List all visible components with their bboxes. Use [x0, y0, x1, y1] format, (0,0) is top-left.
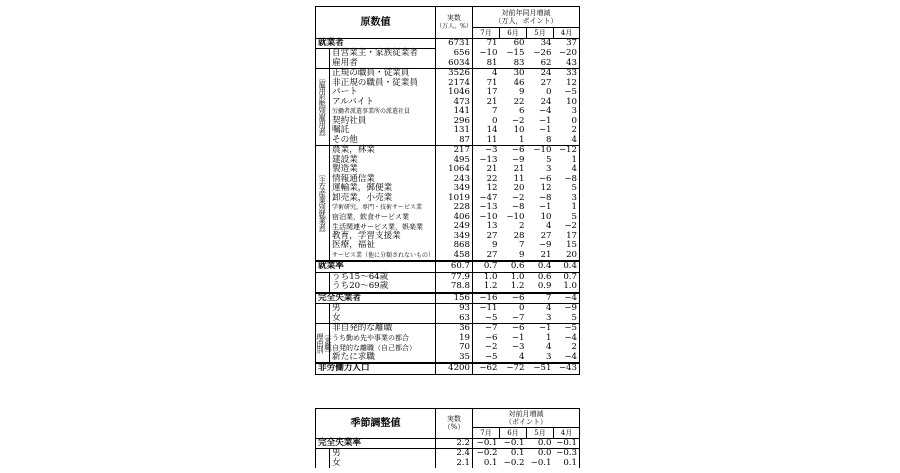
change-value: −6 [500, 324, 527, 334]
actual-value: 156 [436, 293, 473, 304]
change-value: 62 [540, 57, 552, 68]
actual-value: 78.8 [436, 282, 473, 293]
actual-value: 63 [436, 314, 473, 324]
change-value: −13 [479, 202, 498, 212]
change-value: 43 [554, 59, 580, 69]
actual-header-unit: （万人，%） [436, 22, 472, 30]
change-value: 0.1 [554, 459, 580, 469]
change-value: 8 [546, 134, 552, 145]
change-value: −0.1 [530, 457, 552, 468]
change-value: 1.2 [483, 281, 498, 291]
change-value: 0.6 [527, 272, 554, 282]
month-header: 5月 [527, 428, 554, 439]
actual-value: 1046 [436, 88, 473, 98]
month-header: 4月 [554, 428, 580, 439]
change-value: 4 [554, 136, 580, 146]
actual-value: 228 [436, 203, 473, 213]
table-row [316, 69, 580, 79]
actual-value: 87 [436, 136, 473, 146]
change-value: −12 [554, 146, 580, 156]
change-value: −51 [527, 363, 554, 374]
change-header-unit: （万人，ポイント） [494, 17, 558, 25]
table-row [316, 324, 580, 334]
actual-header-label: 実数 [447, 13, 461, 22]
change-value: 7 [527, 293, 554, 304]
actual-value: 349 [436, 184, 473, 194]
actual-value: 868 [436, 241, 473, 251]
change-value: 2 [554, 343, 580, 353]
change-value: −9 [554, 304, 580, 314]
table-row [316, 353, 580, 364]
change-value: −0.3 [554, 449, 580, 459]
change-value: −1 [538, 115, 552, 126]
row-label: 医療，福祉 [330, 241, 436, 251]
seasonal-change-unit: （ポイント） [505, 418, 547, 426]
change-value: −47 [479, 192, 498, 203]
table-row [316, 38, 580, 49]
change-value: −3 [473, 146, 500, 156]
change-value: −10 [506, 211, 525, 222]
actual-value: 2.2 [436, 438, 473, 449]
change-header-label: 対前年同月増減 [501, 9, 551, 17]
actual-value: 131 [436, 126, 473, 136]
change-value: −6 [538, 173, 552, 184]
change-value: −2 [511, 192, 525, 203]
change-value: 0.4 [554, 261, 580, 272]
seasonal-change-label: 対前月増減 [508, 410, 544, 418]
change-value: 33 [554, 69, 580, 79]
row-label: 教育，学習支援業 [330, 232, 436, 242]
row-label: 嘱託 [330, 126, 436, 136]
actual-value: 656 [436, 49, 473, 59]
change-value: −8 [511, 202, 525, 212]
change-value: 20 [554, 251, 580, 262]
change-value: 0.1 [500, 449, 527, 459]
table-row [316, 363, 580, 374]
change-value: 10 [554, 98, 580, 108]
change-value: −9 [538, 240, 552, 250]
change-value: 5 [554, 184, 580, 194]
change-value: 7 [492, 106, 498, 116]
actual-value: 60.7 [436, 261, 473, 272]
actual-value: 6731 [436, 38, 473, 49]
actual-value: 243 [436, 175, 473, 185]
change-value: −26 [533, 47, 552, 58]
seasonal-change-header [473, 409, 580, 428]
change-value: 21 [486, 96, 498, 107]
change-value: 37 [554, 38, 580, 49]
table-row [316, 59, 580, 69]
month-header: 6月 [500, 428, 527, 439]
table-row [316, 251, 580, 262]
change-value: −1 [511, 332, 525, 343]
row-label: 製造業 [330, 165, 436, 175]
change-value: 0.7 [473, 261, 500, 272]
actual-value: 93 [436, 304, 473, 314]
change-value: 34 [540, 37, 552, 48]
change-value: 9 [492, 240, 498, 250]
change-value: −2 [554, 222, 580, 232]
table-row [316, 282, 580, 293]
actual-value: 1064 [436, 165, 473, 175]
change-value: −4 [554, 353, 580, 364]
change-value: 83 [513, 57, 525, 68]
change-value: 1 [546, 332, 552, 343]
seasonal-actual-unit: （%） [443, 423, 465, 432]
change-value: 21 [513, 164, 525, 174]
change-value: 3 [546, 164, 552, 174]
change-value: −9 [511, 154, 525, 165]
change-value: 17 [486, 87, 498, 97]
actual-value: 3526 [436, 69, 473, 79]
change-value: −8 [554, 175, 580, 185]
change-value: 10 [540, 211, 552, 222]
change-value: −6 [484, 332, 498, 343]
change-value: 4 [527, 304, 554, 314]
change-value: 5 [554, 314, 580, 324]
actual-value: 141 [436, 107, 473, 117]
table-row [316, 136, 580, 146]
row-label: 建設業 [330, 156, 436, 166]
row-label: 情報通信業 [330, 175, 436, 185]
row-label: 農業，林業 [330, 146, 436, 156]
change-value: −11 [473, 304, 500, 314]
change-value: −0.1 [554, 438, 580, 449]
change-value: −6 [500, 293, 527, 304]
row-label: 雇用者 [330, 59, 436, 69]
change-value: −8 [538, 192, 552, 203]
actual-header [436, 7, 473, 39]
change-value: 6 [519, 106, 525, 116]
group-label-reason-sub: 〔求職〕 [324, 329, 333, 357]
change-value: 13 [486, 221, 498, 231]
change-value: 30 [500, 69, 527, 79]
change-value: 4 [473, 69, 500, 79]
row-label: 女 [330, 459, 436, 469]
actual-value: 2.1 [436, 459, 473, 469]
row-label: 労働者派遣事業所の派遣社員 [330, 107, 436, 117]
row-label: 就業率 [316, 261, 436, 272]
change-value: 0.6 [500, 261, 527, 272]
change-value: 1 [554, 156, 580, 166]
month-header: 4月 [554, 28, 580, 39]
actual-value: 296 [436, 117, 473, 127]
row-label: 宿泊業，飲食サービス業 [330, 213, 436, 223]
change-value: −7 [511, 312, 525, 323]
change-value: 0 [500, 304, 527, 314]
change-value: 3 [546, 351, 552, 362]
actual-value: 495 [436, 156, 473, 166]
change-value: 12 [540, 183, 552, 193]
row-label: 男 [330, 449, 436, 459]
seasonal-adjusted-table [315, 408, 580, 468]
change-value: 60 [513, 37, 525, 48]
change-value: 2 [554, 126, 580, 136]
change-value: −1 [538, 202, 552, 212]
row-label: パート [330, 88, 436, 98]
group-label-industry: 〔主な産業別就業者〕 [316, 146, 330, 262]
row-label: うち勤め先や事業の都合 [330, 334, 436, 344]
change-value: −5 [554, 88, 580, 98]
table-row [316, 438, 580, 449]
month-header: 7月 [473, 428, 500, 439]
change-value: 10 [513, 125, 525, 135]
change-value: 7 [519, 240, 525, 250]
actual-value: 217 [436, 146, 473, 156]
change-value: −2 [484, 342, 498, 352]
actual-value: 35 [436, 353, 473, 364]
change-value: −1 [527, 324, 554, 334]
group-label-reason-main: 理由別 [316, 332, 325, 354]
change-value: 81 [486, 57, 498, 68]
table-row [316, 293, 580, 304]
change-value: 9 [519, 249, 525, 260]
group-label-reason [316, 324, 333, 364]
change-value: 3 [554, 107, 580, 117]
actual-value: 2174 [436, 79, 473, 89]
group-label-employment-type: 〔雇用形態別雇用者〕 [316, 69, 330, 146]
change-value: 0.9 [537, 281, 552, 291]
change-value: 1.2 [510, 281, 525, 291]
change-value: 12 [486, 183, 498, 193]
change-value: −4 [554, 334, 580, 344]
change-value: −0.2 [473, 449, 500, 459]
change-value: −72 [500, 363, 527, 374]
change-value: 0.7 [554, 272, 580, 282]
actual-value: 70 [436, 343, 473, 353]
change-value: −13 [479, 154, 498, 165]
change-value: 0 [546, 87, 552, 97]
row-label: 自発的な離職（自己都合） [330, 343, 436, 353]
change-value: 2 [519, 221, 525, 231]
change-value: 11 [486, 134, 498, 145]
change-value: −16 [473, 293, 500, 304]
change-value: 22 [513, 96, 525, 107]
change-value: 21 [486, 164, 498, 174]
table-row [316, 146, 580, 156]
table-row [316, 241, 580, 251]
actual-value: 6034 [436, 59, 473, 69]
change-value: 46 [513, 77, 525, 88]
row-label: 完全失業者 [316, 293, 436, 304]
row-label: うち15〜64歳 [330, 272, 436, 282]
change-value: −20 [554, 49, 580, 59]
change-value: 4 [546, 221, 552, 231]
table-row [316, 304, 580, 314]
change-value: 24 [540, 96, 552, 107]
change-value: −5 [484, 351, 498, 362]
actual-value: 4200 [436, 363, 473, 374]
actual-value: 406 [436, 213, 473, 223]
change-value: 4 [554, 165, 580, 175]
change-value: 1.0 [554, 282, 580, 293]
change-value: 71 [486, 77, 498, 88]
change-value: 0.0 [537, 437, 552, 448]
change-value: 14 [486, 125, 498, 135]
change-value: −10 [479, 211, 498, 222]
actual-value: 249 [436, 222, 473, 232]
change-value: 27 [486, 230, 498, 241]
row-label: 女 [330, 314, 436, 324]
row-label: 男 [330, 304, 436, 314]
seasonal-actual-header [436, 409, 473, 439]
actual-value: 36 [436, 324, 473, 334]
change-value: 4 [546, 342, 552, 352]
change-value: 1.0 [500, 272, 527, 282]
change-value: 27 [540, 77, 552, 88]
change-value: −3 [511, 342, 525, 352]
month-header: 7月 [473, 28, 500, 39]
change-value: 22 [486, 173, 498, 184]
change-value: −5 [554, 324, 580, 334]
row-label: 非労働力人口 [316, 363, 436, 374]
change-value: 0 [492, 115, 498, 126]
actual-value: 2.4 [436, 449, 473, 459]
seasonal-title: 季節調整値 [316, 409, 436, 439]
change-value: −1 [538, 125, 552, 135]
table-row [316, 334, 580, 344]
month-header: 6月 [500, 28, 527, 39]
change-value: 12 [554, 79, 580, 89]
change-value: 24 [527, 69, 554, 79]
change-value: 71 [486, 37, 498, 48]
change-value: 20 [513, 183, 525, 193]
change-value: −15 [506, 47, 525, 58]
change-value: 3 [546, 312, 552, 323]
change-value: 17 [554, 232, 580, 242]
change-value: −4 [538, 106, 552, 116]
row-label: 就業者 [316, 38, 436, 49]
change-value: −10 [527, 146, 554, 156]
change-value: −4 [554, 293, 580, 304]
change-value: −0.2 [503, 457, 525, 468]
original-values-table [315, 6, 580, 375]
row-label: 契約社員 [330, 117, 436, 127]
change-value: 5 [546, 154, 552, 165]
change-value: 1 [554, 203, 580, 213]
row-label: アルバイト [330, 98, 436, 108]
row-label: うち20〜69歳 [330, 282, 436, 293]
table-row [316, 459, 580, 469]
change-value: −7 [473, 324, 500, 334]
actual-value: 1019 [436, 194, 473, 204]
change-value: 1.0 [473, 272, 500, 282]
table-row [316, 49, 580, 59]
table-row [316, 261, 580, 272]
row-label: サービス業（他に分類されないもの） [330, 251, 436, 262]
table-row [316, 449, 580, 459]
change-value: 5 [554, 213, 580, 223]
month-header: 5月 [527, 28, 554, 39]
change-value: 28 [513, 230, 525, 241]
change-value: −2 [511, 115, 525, 126]
actual-value: 458 [436, 251, 473, 262]
row-label: 正規の職員・従業員 [330, 69, 436, 79]
change-value: −5 [484, 312, 498, 323]
actual-value: 19 [436, 334, 473, 344]
change-value: 0 [554, 117, 580, 127]
change-value: −0.1 [503, 437, 525, 448]
actual-value: 473 [436, 98, 473, 108]
table-row [316, 314, 580, 324]
row-label: 運輸業，郵便業 [330, 184, 436, 194]
change-value: −62 [473, 363, 500, 374]
change-value: 0.1 [483, 457, 498, 468]
row-label: 非正規の職員・従業員 [330, 79, 436, 89]
change-value: 9 [519, 87, 525, 97]
change-value: 1 [519, 134, 525, 145]
table-row [316, 203, 580, 213]
change-value: 3 [554, 194, 580, 204]
change-value: 27 [540, 230, 552, 241]
change-header [473, 7, 580, 28]
row-label: 学術研究，専門・技術サービス業 [330, 203, 436, 213]
change-value: −43 [554, 363, 580, 374]
change-value: 21 [540, 249, 552, 260]
change-value: 27 [486, 249, 498, 260]
row-label: 生活関連サービス業，娯楽業 [330, 222, 436, 232]
change-value: 0.0 [527, 449, 554, 459]
actual-value: 349 [436, 232, 473, 242]
change-value: 15 [554, 241, 580, 251]
change-value: 0.4 [527, 261, 554, 272]
row-label: 完全失業率 [316, 438, 436, 449]
table-title: 原数値 [316, 7, 436, 39]
actual-value: 77.9 [436, 272, 473, 282]
row-label: 新たに求職 [330, 353, 436, 364]
row-label: 卸売業，小売業 [330, 194, 436, 204]
row-label: 非自発的な離職 [330, 324, 436, 334]
change-value: −10 [479, 47, 498, 58]
table-row [316, 213, 580, 223]
change-value: 11 [513, 173, 525, 184]
row-label: 自営業主・家族従業者 [330, 49, 436, 59]
seasonal-actual-label: 実数 [447, 415, 461, 424]
change-value: −0.1 [476, 437, 498, 448]
row-label: その他 [330, 136, 436, 146]
change-value: 4 [519, 351, 525, 362]
change-value: −6 [500, 146, 527, 156]
